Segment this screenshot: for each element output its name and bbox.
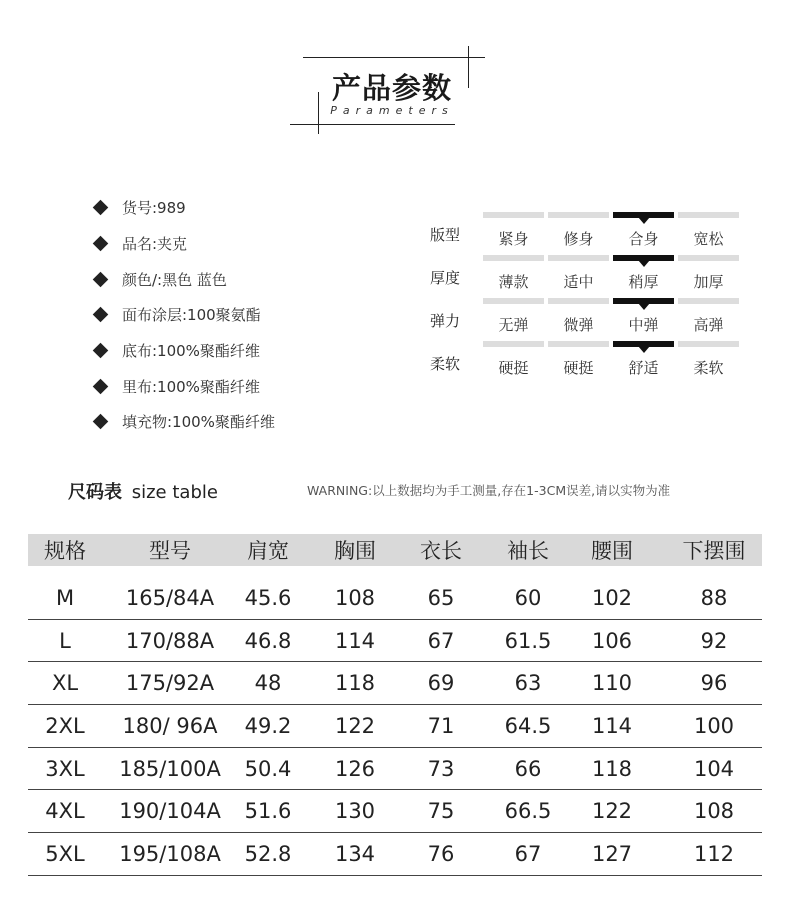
table-cell: 165/84A — [125, 585, 215, 610]
table-header-row — [28, 534, 762, 566]
table-cell: 110 — [591, 671, 633, 696]
table-cell: 75 — [427, 799, 455, 824]
table-cell: 63 — [514, 671, 542, 696]
table-cell: 2XL — [45, 713, 85, 738]
spec-item — [92, 297, 412, 333]
table-cell: 65 — [427, 585, 455, 610]
table-cell: 122 — [334, 713, 376, 738]
table-header-cell: 型号 — [149, 539, 191, 563]
scale-pointer-icon — [638, 217, 650, 224]
size-table-title-en: size table — [131, 482, 218, 503]
scale-option: 紧身 — [498, 230, 529, 248]
page-subtitle: Parameters — [330, 104, 454, 117]
scale-option: 无弹 — [498, 316, 529, 334]
spec-text: 货号:989 — [122, 199, 186, 218]
table-header-cell: 肩宽 — [247, 539, 289, 563]
table-cell: 48 — [254, 671, 282, 696]
title-frame-line — [318, 92, 319, 134]
table-cell: 100 — [693, 713, 735, 738]
scale-bar — [483, 255, 744, 291]
scale-bar — [483, 341, 744, 377]
scale-option: 微弹 — [563, 316, 594, 334]
spec-item — [92, 404, 412, 440]
scale-pointer-icon — [638, 260, 650, 267]
table-cell: 170/88A — [125, 628, 215, 653]
size-table-title-cn: 尺码表 — [68, 482, 122, 503]
table-header-cell: 袖长 — [507, 539, 549, 563]
scale-segment — [548, 255, 609, 261]
scale-segment — [548, 298, 609, 304]
spec-text: 颜色/:黑色 蓝色 — [122, 270, 227, 289]
table-cell: 104 — [693, 756, 735, 781]
table-cell: 130 — [334, 799, 376, 824]
title-frame-line — [303, 57, 485, 58]
spec-item — [92, 368, 412, 404]
table-cell: 69 — [427, 671, 455, 696]
diamond-bullet-icon — [93, 271, 109, 287]
table-header-cell: 衣长 — [420, 539, 462, 563]
table-cell: 52.8 — [244, 841, 292, 866]
scale-row — [430, 212, 750, 255]
table-cell: XL — [51, 671, 79, 696]
spec-text: 里布:100%聚酯纤维 — [122, 377, 260, 396]
attribute-scales — [430, 212, 750, 384]
scale-segment — [483, 341, 544, 347]
table-cell: 126 — [334, 756, 376, 781]
table-cell: 4XL — [45, 799, 85, 824]
table-row — [28, 833, 762, 876]
scale-option: 柔软 — [693, 359, 724, 377]
scale-segment — [483, 212, 544, 218]
table-header-cell: 下摆围 — [682, 539, 746, 563]
table-cell: 114 — [591, 713, 633, 738]
table-cell: 190/104A — [119, 799, 221, 824]
table-cell: 66.5 — [504, 799, 552, 824]
table-cell: 61.5 — [504, 628, 552, 653]
scale-label: 柔软 — [430, 355, 461, 373]
table-header-cell: 规格 — [44, 539, 86, 563]
table-cell: 51.6 — [244, 799, 292, 824]
scale-row — [430, 298, 750, 341]
size-table — [28, 534, 762, 876]
scale-segment — [548, 212, 609, 218]
table-cell: 46.8 — [244, 628, 292, 653]
scale-option: 宽松 — [693, 230, 724, 248]
scale-segment — [548, 341, 609, 347]
table-cell: 106 — [591, 628, 633, 653]
scale-segment — [678, 298, 739, 304]
scale-row — [430, 341, 750, 384]
diamond-bullet-icon — [93, 307, 109, 323]
diamond-bullet-icon — [93, 200, 109, 216]
table-cell: 96 — [700, 671, 728, 696]
scale-pointer-icon — [638, 346, 650, 353]
table-row — [28, 748, 762, 791]
table-cell: 45.6 — [244, 585, 292, 610]
table-row — [28, 662, 762, 705]
scale-option: 稍厚 — [628, 273, 659, 291]
table-cell: 108 — [693, 799, 735, 824]
table-cell: 49.2 — [244, 713, 292, 738]
diamond-bullet-icon — [93, 236, 109, 252]
table-row — [28, 620, 762, 663]
spec-item — [92, 190, 412, 226]
diamond-bullet-icon — [93, 414, 109, 430]
scale-option: 中弹 — [628, 316, 659, 334]
table-cell: 180/ 96A — [122, 713, 218, 738]
scale-option: 硬挺 — [498, 359, 529, 377]
title-frame-line — [290, 124, 455, 125]
table-cell: 108 — [334, 585, 376, 610]
spec-list — [92, 190, 412, 440]
table-row — [28, 790, 762, 833]
table-cell: 3XL — [45, 756, 85, 781]
scale-segment — [678, 341, 739, 347]
spec-item — [92, 261, 412, 297]
table-cell: 5XL — [45, 841, 85, 866]
table-cell: 67 — [427, 628, 455, 653]
table-cell: 66 — [514, 756, 542, 781]
scale-option: 高弹 — [693, 316, 724, 334]
scale-option: 修身 — [563, 230, 594, 248]
table-cell: 67 — [514, 841, 542, 866]
table-row — [28, 577, 762, 620]
table-cell: 114 — [334, 628, 376, 653]
scale-segment — [678, 212, 739, 218]
size-table-title — [68, 478, 218, 504]
table-row — [28, 705, 762, 748]
table-cell: 118 — [591, 756, 633, 781]
scale-option: 合身 — [628, 230, 659, 248]
scale-segment — [483, 255, 544, 261]
table-cell: 127 — [591, 841, 633, 866]
table-cell: 64.5 — [504, 713, 552, 738]
table-header-cell: 腰围 — [591, 539, 633, 563]
spec-text: 品名:夹克 — [122, 235, 188, 254]
scale-option: 适中 — [563, 273, 594, 291]
table-header-cell: 胸围 — [334, 539, 376, 563]
page-title: 产品参数 — [331, 71, 452, 105]
diamond-bullet-icon — [93, 343, 109, 359]
table-cell: 185/100A — [119, 756, 221, 781]
table-cell: L — [59, 628, 71, 653]
spec-item — [92, 333, 412, 369]
table-cell: 118 — [334, 671, 376, 696]
table-cell: 122 — [591, 799, 633, 824]
table-cell: 102 — [591, 585, 633, 610]
diamond-bullet-icon — [93, 379, 109, 395]
table-cell: 134 — [334, 841, 376, 866]
measurement-warning: WARNING:以上数据均为手工测量,存在1-3CM误差,请以实物为准 — [307, 483, 671, 498]
scale-label: 弹力 — [430, 312, 461, 330]
spec-text: 底布:100%聚酯纤维 — [122, 342, 260, 361]
scale-option: 舒适 — [628, 359, 659, 377]
scale-bar — [483, 298, 744, 334]
table-cell: 50.4 — [244, 756, 292, 781]
scale-option: 薄款 — [498, 273, 529, 291]
scale-option: 硬挺 — [563, 359, 594, 377]
spec-text: 填充物:100%聚酯纤维 — [122, 413, 275, 432]
scale-segment — [678, 255, 739, 261]
scale-option: 加厚 — [693, 273, 724, 291]
table-cell: 92 — [700, 628, 728, 653]
scale-label: 版型 — [430, 226, 461, 244]
scale-pointer-icon — [638, 303, 650, 310]
spec-item — [92, 226, 412, 262]
title-block — [0, 0, 790, 140]
scale-label: 厚度 — [430, 269, 461, 287]
table-cell: 60 — [514, 585, 542, 610]
scale-bar — [483, 212, 744, 248]
table-cell: 71 — [427, 713, 455, 738]
table-cell: 76 — [427, 841, 455, 866]
scale-row — [430, 255, 750, 298]
table-cell: 73 — [427, 756, 455, 781]
table-cell: 88 — [700, 585, 728, 610]
title-frame-line — [468, 46, 469, 88]
spec-text: 面布涂层:100聚氨酯 — [122, 306, 261, 325]
table-cell: 112 — [693, 841, 735, 866]
scale-segment — [483, 298, 544, 304]
table-cell: M — [55, 585, 75, 610]
table-cell: 195/108A — [119, 841, 221, 866]
table-cell: 175/92A — [125, 671, 215, 696]
